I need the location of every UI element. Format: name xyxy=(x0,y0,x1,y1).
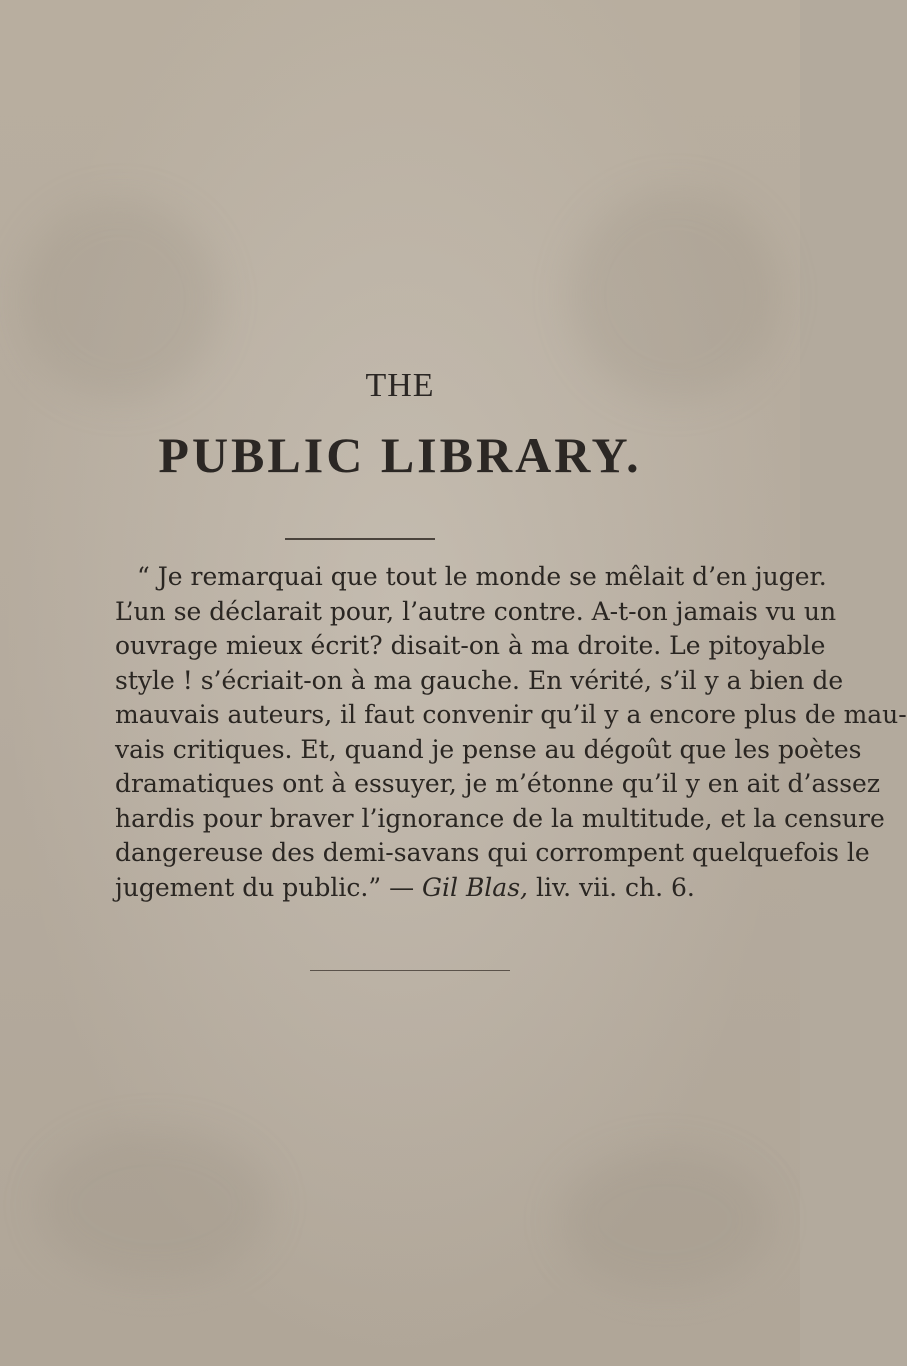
title-the: THE xyxy=(365,367,435,404)
epigraph-line: “ Je remarquai que tout le monde se mêlait d’en juger. xyxy=(137,562,827,591)
epigraph-line: hardis pour braver l’ignorance de la multitude, et la censure xyxy=(115,803,885,833)
epigraph xyxy=(115,560,907,905)
epigraph-last-text: jugement du public.” — xyxy=(115,872,423,902)
epigraph-line: dramatiques ont à essuyer, je m’étonne qu’il y en ait d’assez xyxy=(115,769,881,798)
paper-stain xyxy=(40,1130,270,1280)
epigraph-line: L’un se déclarait pour, l’autre contre. A-t-on jamais vu un xyxy=(115,596,837,626)
source-reference: liv. vii. ch. 6. xyxy=(528,872,695,902)
source-title: Gil Blas, xyxy=(422,872,528,902)
epigraph-line: dangereuse des demi-savans qui corrompent quelquefois le xyxy=(115,838,870,867)
epigraph-line: ouvrage mieux écrit? disait-on à ma droite. Le pitoyable xyxy=(115,631,826,660)
divider-top xyxy=(285,538,435,540)
paper-stain xyxy=(560,1150,770,1290)
epigraph-line: vais critiques. Et, quand je pense au dégoût que les poètes xyxy=(115,734,862,764)
page-title: PUBLIC LIBRARY. xyxy=(158,427,642,483)
epigraph-line: style ! s’écriait-on à ma gauche. En vérité, s’il y a bien de xyxy=(115,665,844,695)
divider-bottom xyxy=(310,970,510,971)
epigraph-line: mauvais auteurs, il faut convenir qu’il y a encore plus de mau- xyxy=(115,700,907,729)
epigraph-last-line xyxy=(115,871,695,906)
